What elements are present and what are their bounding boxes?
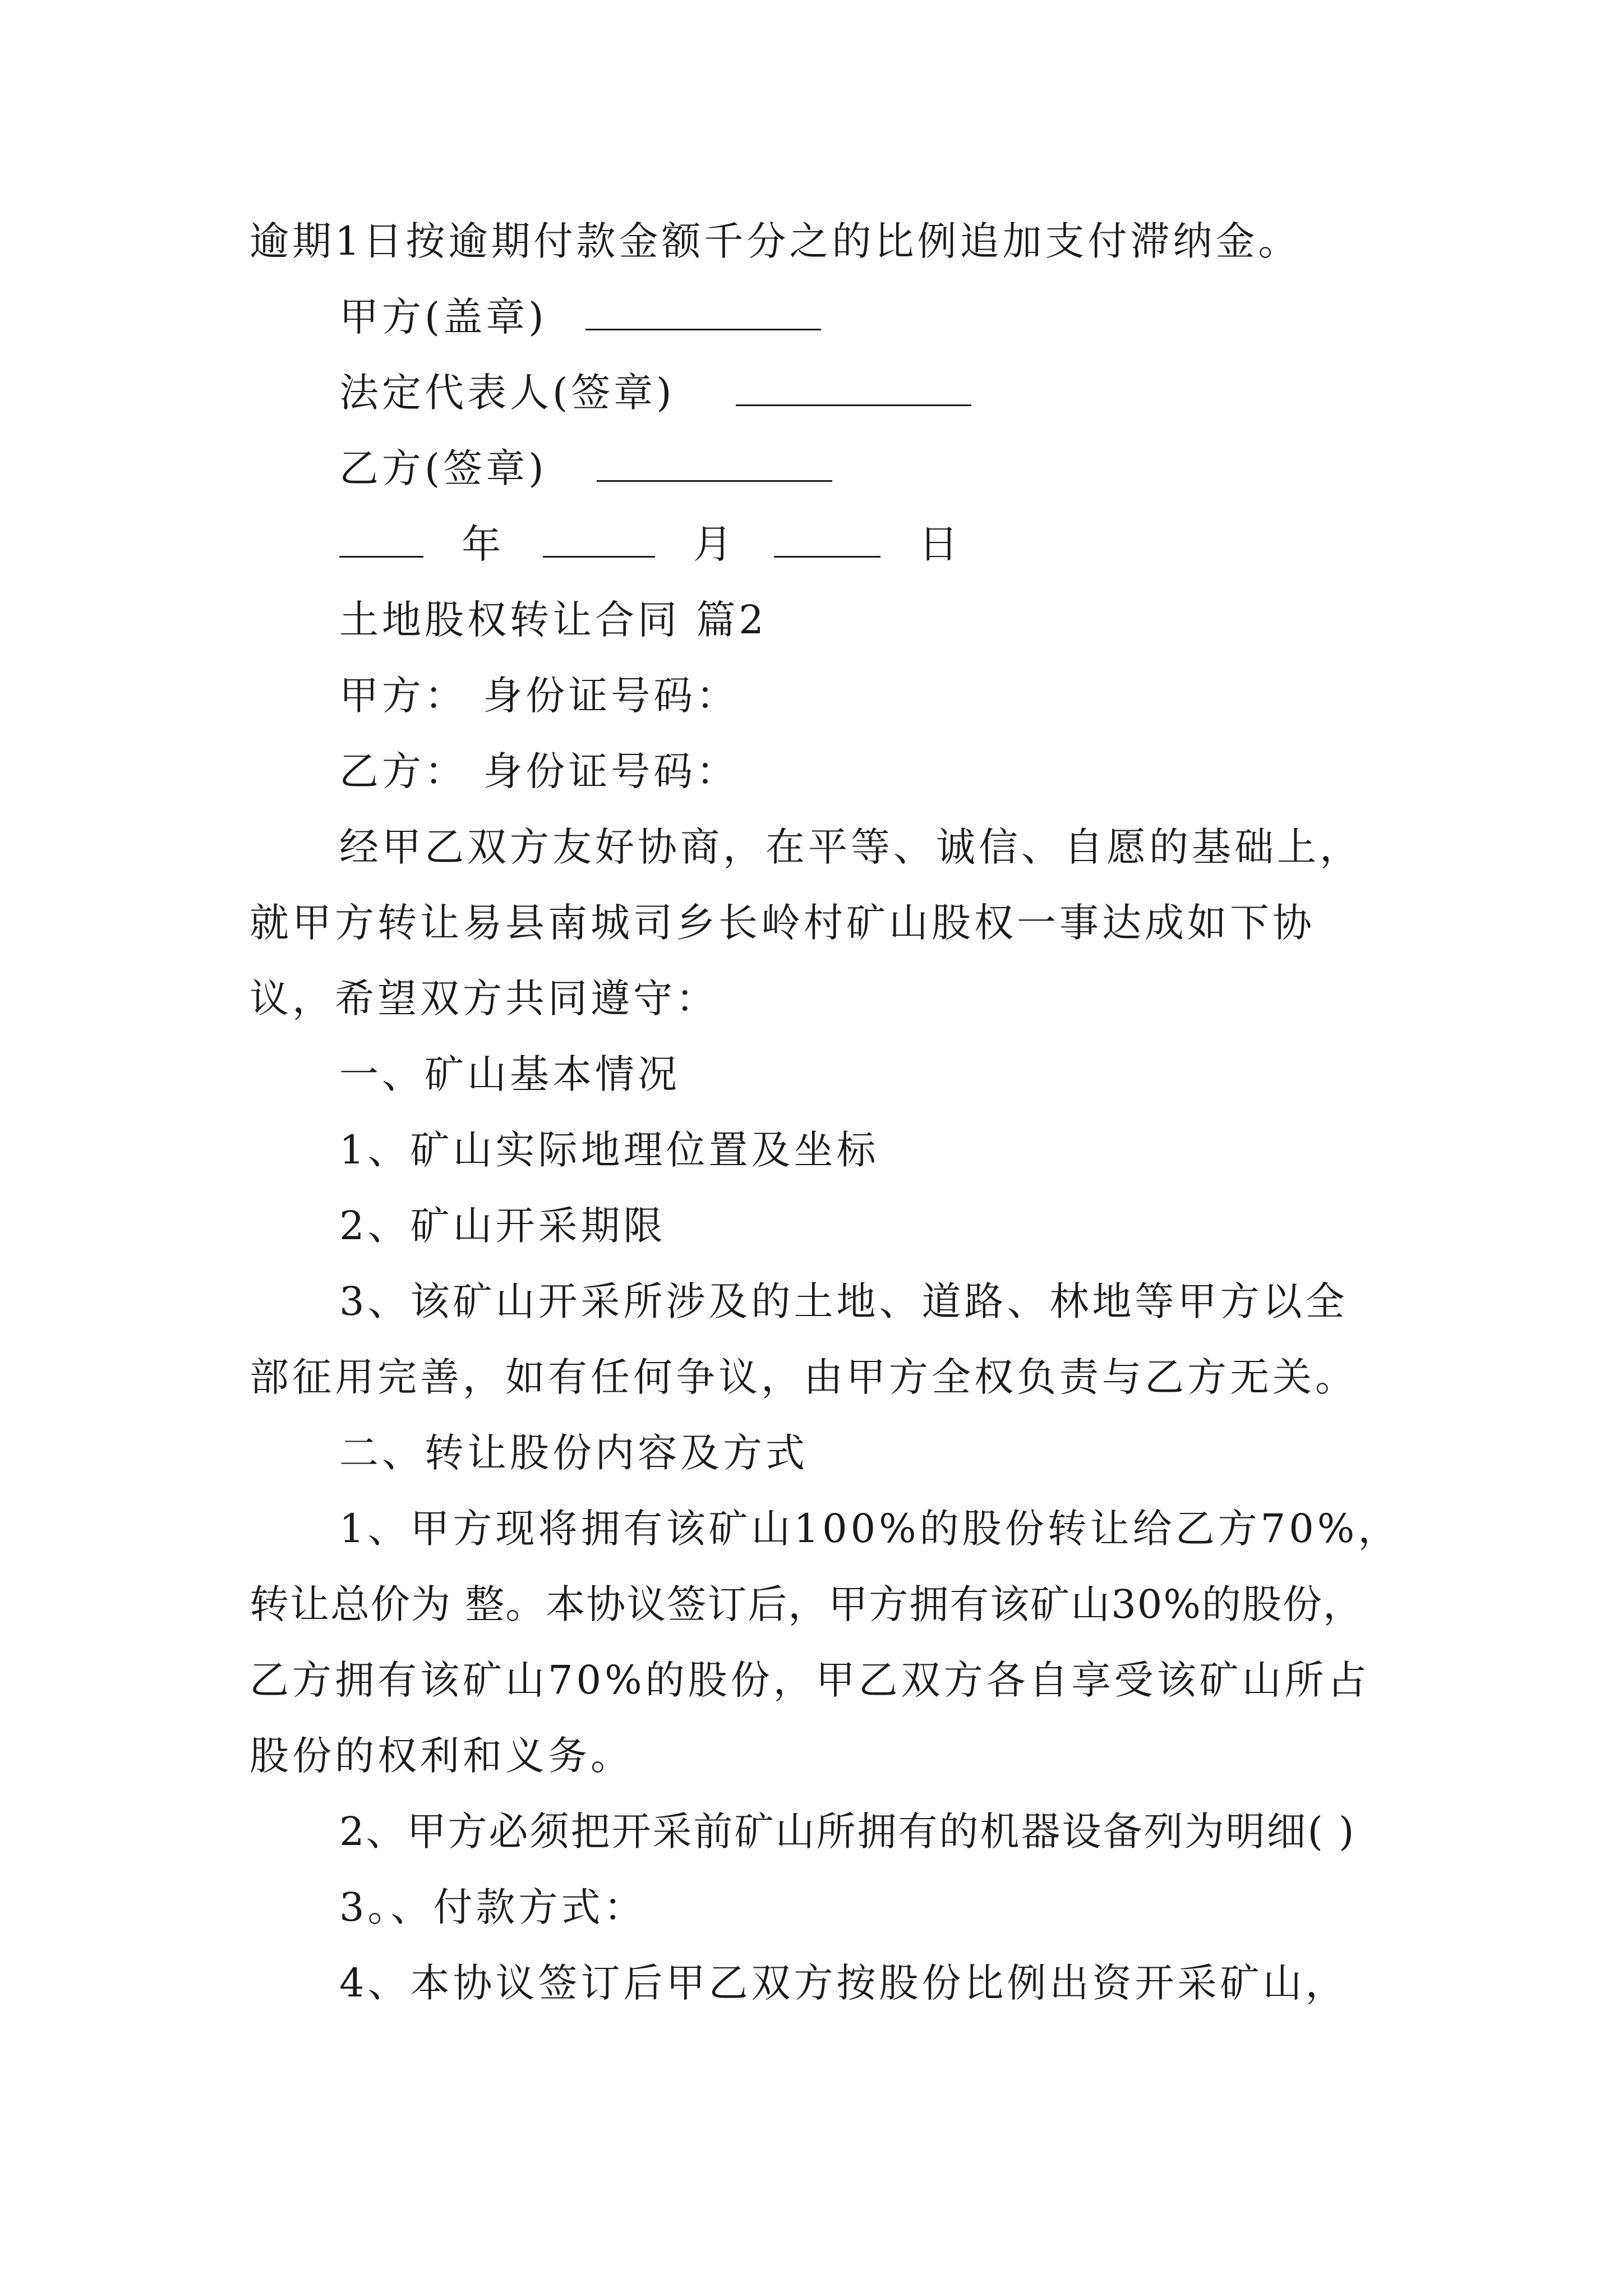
month-blank: [543, 553, 655, 558]
party-a-id-line: 甲方： 身份证号码：: [339, 673, 739, 719]
legal-rep-sign-label: 法定代表人(签章): [339, 370, 675, 416]
party-a-seal-label: 甲方(盖章): [339, 294, 547, 340]
signature-blank: [585, 325, 821, 330]
text-line: 转让总价为 整。本协议签订后，甲方拥有该矿山30%的股份，: [250, 1581, 1363, 1627]
section-heading: 土地股权转让合同 篇2: [339, 597, 767, 643]
year-label: 年: [462, 521, 505, 567]
text-line: 就甲方转让易县南城司乡长岭村矿山股权一事达成如下协: [250, 900, 1315, 946]
legal-rep-sign-line: [339, 370, 971, 416]
text-line: 3、该矿山开采所涉及的土地、道路、林地等甲方以全: [339, 1278, 1348, 1324]
text-line: 2、甲方必须把开采前矿山所拥有的机器设备列为明细( ): [339, 1809, 1356, 1855]
party-b-id-line: 乙方： 身份证号码：: [339, 748, 739, 794]
text-line: 部征用完善，如有任何争议，由甲方全权负责与乙方无关。: [250, 1354, 1358, 1400]
text-line: 逾期1日按逾期付款金额千分之的比例追加支付滞纳金。: [250, 218, 1301, 264]
text-line: 3。、付款方式：: [339, 1884, 647, 1930]
text-line: 股份的权利和义务。: [250, 1733, 633, 1779]
text-line: 1、矿山实际地理位置及坐标: [339, 1127, 879, 1173]
party-a-seal-line: [339, 294, 821, 340]
year-blank: [339, 553, 423, 558]
day-blank: [774, 553, 880, 558]
clause-heading: 二、转让股份内容及方式: [339, 1430, 808, 1476]
text-line: 1、甲方现将拥有该矿山100%的股份转让给乙方70%，: [339, 1506, 1401, 1552]
date-line: [339, 521, 962, 567]
signature-blank: [736, 401, 971, 406]
month-label: 月: [693, 521, 736, 567]
signature-blank: [597, 477, 832, 482]
day-label: 日: [919, 521, 962, 567]
text-line: 经甲乙双方友好协商，在平等、诚信、自愿的基础上，: [339, 824, 1362, 870]
text-line: 议，希望双方共同遵守：: [250, 976, 718, 1022]
text-line: 乙方拥有该矿山70%的股份，甲乙双方各自享受该矿山所占: [250, 1657, 1370, 1703]
party-b-sign-label: 乙方(签章): [339, 445, 547, 491]
clause-heading: 一、矿山基本情况: [339, 1051, 680, 1097]
text-line: 4、本协议签订后甲乙双方按股份比例出资开采矿山，: [339, 1960, 1348, 2006]
text-line: 2、矿山开采期限: [339, 1203, 666, 1249]
party-b-sign-line: [339, 445, 832, 491]
